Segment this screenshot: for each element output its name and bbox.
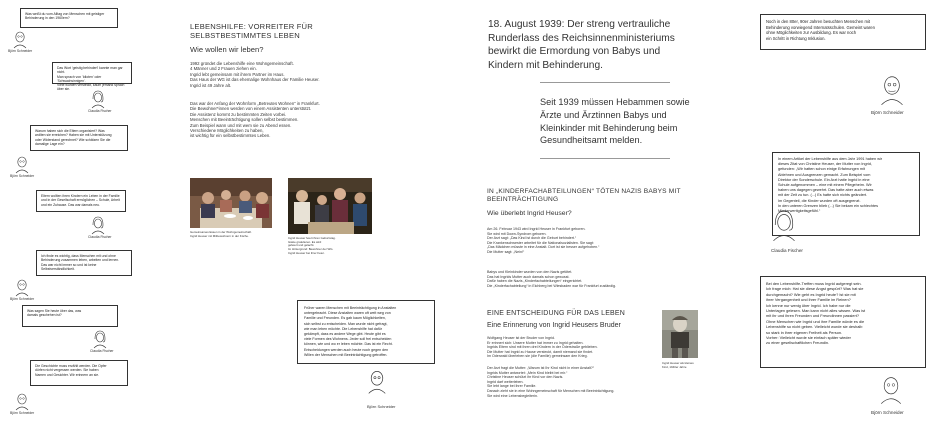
right-dialog-bubble-1: Noch in den 80er, 90er Jahren besuchten Menschen mit Behinderung vorwiegend Internatsschulen. Gemeint waren ohne Möglichkeiten zur Ausbildung. Es war noch ein Schritt in Richtung Inklusion. [760,14,926,50]
avatar-label-1: Björn Schneider [8,49,33,53]
person-sketch-icon [14,392,30,410]
avatar-bjoern-4 [14,392,30,410]
person-sketch-icon [14,278,30,296]
section4-title: EINE ENTSCHEIDUNG FÜR DAS LEBEN [487,310,626,317]
photo-image [288,178,372,234]
mid-dialog-bubble: Früher waren Menschen mit Beeinträchtigung in Anstalten untergebracht. Diese Anstalten waren oft weit weg von Familie und Freunden. Es gab kaum Möglichkeiten, sich selbst zu entscheiden. Man wurde nicht gefragt, wie man leben möchte. Die Lebenshilfe hat dafür gekämpft, dass es andere Wege gibt. Heute gibt es viele Formen des Wohnens. Jeder soll frei entscheiden können, wie und wo er leben möchte. Das ist ein Recht. Entscheidungen werden auch heute noch gegen den Willen der Menschen mit Beeinträchtigung getroffen. [297,300,435,364]
avatar-label-4: Claudia Fischer [88,235,112,239]
section1-subtitle: Wie wollen wir leben? [190,45,264,54]
right-dialog-bubble-2: In einem Artikel der Lebenshilfe aus dem Jahr 1991 haben wir dieses Zitat von Christine Heuser, der Mutter von Ingrid, gefunden: „Wir hatten schon einige Erfahrungen mit Ablehnen und Ausgrenzen gemacht. Zum Beispiel vom Direktor der Sonderschule. Ein Arzt hatte Ingrid in eine Schule aufgenommen – eine mit einem Pflegeheim. Wir haben uns dagegen gewehrt. Das hatte aber auch etwas mit der Zeit zu tun. (...) Es hatte sich nichts geändert. Im Gegenteil, die Kinder wurden oft ausgegrenzt. In den unteren Grenzen blieb (...) Sie bekam ein schlechtes Minderwertigkeitsgefühl.“ [772,152,920,236]
avatar-label-5: Björn Schneider [10,297,35,301]
avatar-label-right-1: Björn Schneider [871,110,904,115]
child-photo-caption: Ingrid Heuser als kleines Kind, 1940er Jahre [662,361,694,369]
dialog-bubble-2: Das Wort 'geistig behindert' kannte man gar nicht. Man sprach von 'Idioten' oder 'Schwachsinnigen'. Viele wurden versteckt, kaum jemand sprach über sie. [52,62,132,84]
avatar-label-7: Björn Schneider [10,411,35,415]
section3-subtitle: Wie überlebt Ingrid Heuser? [487,210,572,217]
avatar-label-mid: Björn Schneider [367,404,396,409]
section1-paragraph-1: 1992 gründet die Lebenshilfe eine Wohngemeinschaft. 4 Männer und 2 Frauen ziehen ein. Ingrid lebt gemeinsam mit ihrem Partner im Haus. Das Haus der WG ist das ehemalige Wohnhaus der Familie Heuser. Ingrid ist 49 Jahre alt. [190,61,320,88]
dialog-bubble-6: Was sagen Sie heute über das, was damals geschehen ist? [22,305,118,327]
avatar-claudia-3 [92,330,108,348]
person-sketch-icon [878,72,906,106]
avatar-claudia-1 [90,90,106,108]
divider-top [540,82,670,83]
section3-paragraph-2: Babys und Kleinkinder wurden von den Nazis getötet. Das hat Ingrids Mutter auch damals schon gewusst. Dafür haben die Nazis „Kinderfachabteilungen“ eingerichtet. Die „Kinderfachabteilung“ in Eichberg bei Wiesbaden war für Frankfurt zuständig. [487,270,617,288]
avatar-claudia-right [770,208,798,242]
avatar-claudia-2 [90,216,106,234]
photo-child-ingrid [662,310,698,358]
photo-image [662,310,698,358]
avatar-label-3: Björn Schneider [10,174,35,178]
avatar-bjoern-right-1 [878,72,906,106]
photo-dinner-table [190,178,272,228]
avatar-label-right-3: Björn Schneider [871,410,904,415]
photo-birthday [288,178,372,234]
photo-image [190,178,272,228]
dialog-bubble-4: Eltern wollten ihren Kindern ein Leben in der Familie und in der Gesellschaft ermöglichen – Schule, Arbeit und ein Zuhause. Das war damals neu. [36,190,126,212]
section1-paragraph-2: Das war der Anfang der Wohnform „Betreutes Wohnen“ in Frankfurt. Die Bewohner*innen werden von einem Assistenten unterstützt. Die Assistenz kommt zu bestimmten Zeiten vorbei. Menschen mit Beeinträchtigung sollen selbst bestimmen. Zum Beispiel wann und mit wem sie zu Abend essen. Verschiedene Möglichkeiten zu haben, ist wichtig für ein selbstbestimmtes Leben. [190,101,320,139]
section2-title: 18. August 1939: Der streng vertrauliche Runderlass des Reichsinnenministeriums bewirkt die Ermordung von Babys und Kindern mit Behinderung. [488,19,675,71]
avatar-bjoern-2 [14,155,30,173]
person-sketch-icon [878,374,904,404]
section4-paragraph-1: Wolfgang Heuser ist der Bruder von Ingrid. Er erinnert sich: Unsere Mutter hat immer zu Ingrid gehalten. Ingrids Eltern sind mit ihren drei Kindern in der Oderstraße geblieben. Die Mutter hat Ingrid zu Hause versteckt, damit niemand sie findet. Im Oderwald überleben sie (die Familie) gemeinsam den Krieg. [487,336,598,359]
avatar-label-right-2: Claudia Fischer [771,248,803,253]
avatar-bjoern-right-2 [878,374,904,404]
avatar-label-2: Claudia Fischer [88,109,112,113]
avatar-bjoern-3 [14,278,30,296]
avatar-bjoern-mid [366,368,388,394]
divider-bottom [540,158,670,159]
person-sketch-icon [366,368,388,394]
person-sketch-icon [90,216,106,234]
dialog-bubble-7: Die Geschichte muss erzählt werden. Die Opfer dürfen nicht vergessen werden. Sie haben Namen und Gesichter. Wir erinnern an sie. [30,360,128,386]
dialog-bubble-1: Was weißt du vom Alltag von Menschen mit geistiger Behinderung in den 1960ern? [20,8,118,28]
avatar-label-6: Claudia Fischer [90,349,114,353]
section4-paragraph-2: Der Arzt fragt die Mutter: „Warum ist Ihr Kind nicht in einer Anstalt?“ Ingrids Mutter antwortet: „Mein Kind bleibt bei mir.“ Christine Heuser schützt ihr Kind vor den Nazis. Ingrid darf weiterleben. Sie lebt lange bei ihrer Familie. Danach zieht sie in eine Wohngemeinschaft für Menschen mit Beeinträchtigung. Sie wird eine Lebensbegleiterin. [487,366,615,398]
avatar-bjoern-1 [12,30,28,48]
section1-title: LEBENSHILFE: VORREITER FÜR SELBSTBESTIMMTES LEBEN [190,22,313,40]
person-sketch-icon [12,30,28,48]
section2-quote: Seit 1939 müssen Hebammen sowie Ärzte und Ärztinnen Babys und Kleinkinder mit Behinderung beim Gesundheitsamt melden. [540,97,690,146]
person-sketch-icon [92,330,108,348]
right-dialog-bubble-3: Bei den Lebenshilfe-Treffen muss Ingrid aufgeregt sein. Ich frage mich: Hat sie diese Angst gespürt? Was hat sie durchgemacht? Wie geht es Ingrid heute? Ist sie mit ihrer Vergangenheit und ihrer Familie im Reinen? Ich kenne nur wenig über Ingrid. Ich habe nur die Unterlagen gelesen. Man kann nicht alles wissen. Was ist mit ihr und ihren Freunden und Freundinnen passiert? Ohne Menschen wie Ingrid und ihre Familie würde es die Lebenshilfe so nicht geben. Vielleicht wurde sie deshalb so stark in ihrer eigenen Freiheit als Person. Vorher: Vielleicht wurde sie einfach später wieder zu einer gesellschaftlichen Freundin. [760,276,926,368]
section3-title: IN „KINDERFACHABTEILUNGEN“ TÖTEN NAZIS BABYS MIT BEEINTRÄCHTIGUNG [487,188,681,203]
photo1-caption: Gemeinsames Essen in der Wohngemeinschaft. Ingrid Heuser mit Mitbewohnern in der Küche. [190,230,252,238]
section3-paragraph-1: Am 26. Februar 1943 wird Ingrid Heuser in Frankfurt geboren. Sie wird mit Down-Syndrom geboren. Der Arzt sagt: „Das Kind ist durch die Geburt behindert.“ Die Krankenschwester arbeitet für die Nationalsozialisten. Sie sagt: „Das Mädchen müsste in eine Anstalt. Dort ist sie besser aufgehoben.“ Die Mutter sagt: „Nein!“ [487,227,600,254]
person-sketch-icon [14,155,30,173]
dialog-bubble-5: Ich finde es wichtig, dass Menschen mit und ohne Behinderung zusammen leben, arbeiten und lernen. Das war nicht immer so und ist keine Selbstverständlichkeit. [36,250,132,276]
section4-subtitle: Eine Erinnerung von Ingrid Heusers Bruder [487,322,621,329]
photo2-caption: Ingrid Heuser feiert ihren Geburtstag. Gäste gratulieren. Es wird gefeiert und gelacht. Im Hintergrund: Bewohner der WG. Ingrid Heuser bei ihrer Feier. [288,236,336,255]
person-sketch-icon [90,90,106,108]
dialog-bubble-3: Warum haben sich die Eltern organisiert? Was wollten sie erreichen? Haben sie mit Unterstützung oder Widerstand gerechnet? Wie schätzen Sie die damalige Lage ein? [30,125,128,151]
person-sketch-icon [770,208,798,242]
